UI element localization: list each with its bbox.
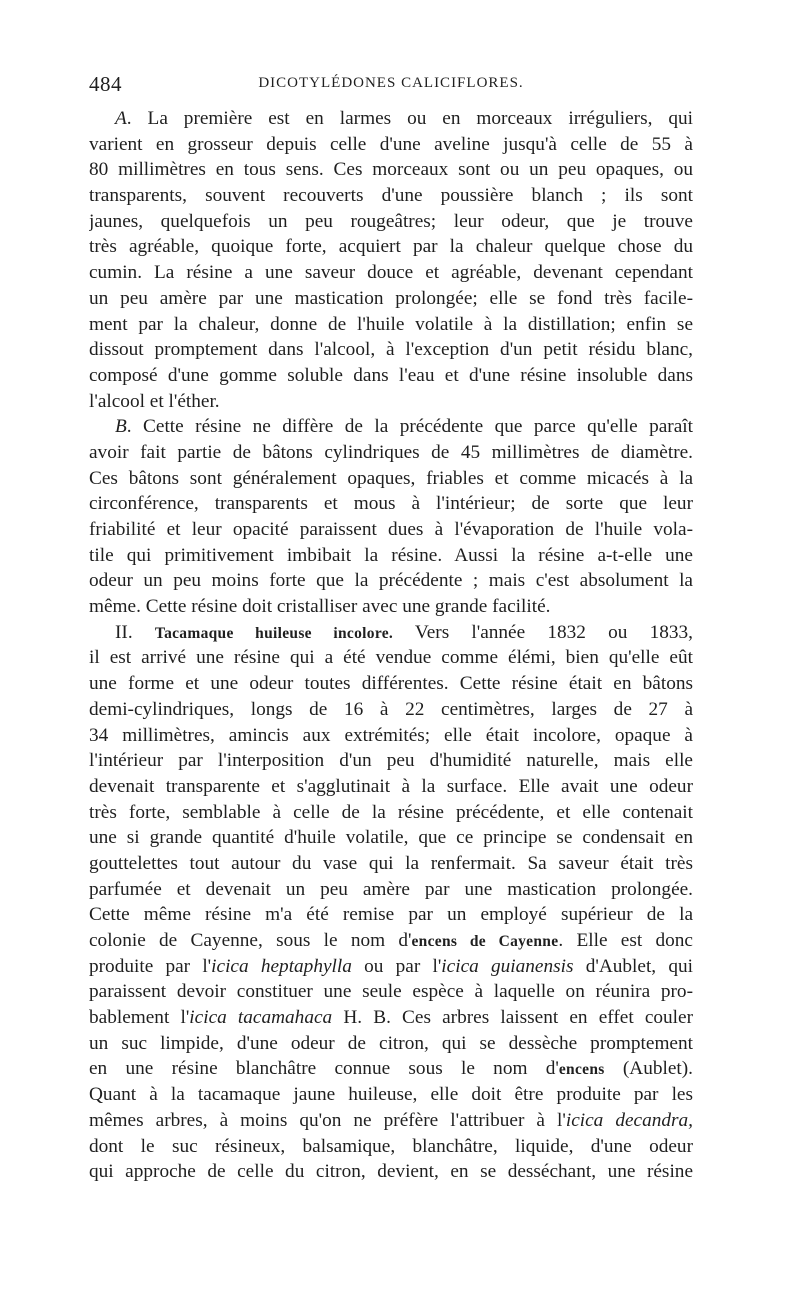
text-line (89, 774, 693, 800)
text-run: H. B. Ces arbres laissent en effet couler (332, 1007, 693, 1029)
text-line (89, 1005, 693, 1031)
text-run: Ces bâtons sont généralement opaques, friables et comme micacés à la (89, 467, 693, 489)
text-run: cumin. La résine a une saveur douce et agréable, devenant cependant (89, 262, 693, 284)
text-line (89, 800, 693, 826)
text-line (89, 671, 693, 697)
italic-text: icica heptaphylla (211, 955, 352, 977)
text-run: parfumée et devenait un peu amère par une mastication prolongée. (89, 878, 693, 900)
text-run: qui approche de celle du citron, devient, en se desséchant, une résine (89, 1161, 693, 1183)
text-line (89, 337, 693, 363)
running-head: DICOTYLÉDONES CALICIFLORES. (258, 75, 524, 91)
text-run: 34 millimètres, amincis aux extrémités; elle était incolore, opaque à (89, 724, 693, 746)
text-run: en une résine blanchâtre connue sous le nom d' (89, 1058, 559, 1080)
text-run: II. (115, 621, 155, 643)
italic-text: A (115, 108, 127, 129)
text-line (89, 594, 693, 620)
text-line (89, 928, 693, 954)
text-line (89, 645, 693, 671)
text-line (89, 183, 693, 209)
text-line (89, 825, 693, 851)
text-run: composé d'une gomme soluble dans l'eau et d'une résine insoluble dans (89, 364, 693, 386)
text-run: Quant à la tacamaque jaune huileuse, elle doit être produite par les (89, 1084, 693, 1106)
text-line (89, 723, 693, 749)
text-run: colonie de Cayenne, sous le nom d' (89, 930, 412, 951)
text-run: un suc limpide, d'une odeur de citron, qui se dessèche promptement (89, 1032, 693, 1054)
text-run: . La première est en larmes ou en morceaux irréguliers, qui (126, 108, 693, 129)
italic-text: icica decandra, (565, 1109, 693, 1131)
text-run: une forme et une odeur toutes différentes. Cette résine était en bâtons (89, 673, 693, 695)
page-header (89, 72, 693, 106)
text-line (89, 748, 693, 774)
text-run: dont le suc résineux, balsamique, blanchâtre, liquide, d'une odeur (89, 1135, 693, 1157)
text-line (89, 440, 693, 466)
text-run: varient en grosseur depuis celle d'une aveline jusqu'à celle de 55 à (89, 133, 693, 155)
text-line (89, 1108, 693, 1134)
text-line (89, 1031, 693, 1057)
text-run: bablement l' (89, 1007, 190, 1029)
text-run: paraissent devoir constituer une seule espèce à laquelle on réunira pro- (89, 981, 693, 1003)
text-line (89, 620, 693, 646)
text-line (89, 517, 693, 543)
book-page (89, 72, 693, 1185)
text-run: (Aublet). (604, 1058, 693, 1080)
text-run: il est arrivé une résine qui a été vendue comme élémi, bien qu'elle eût (89, 647, 693, 669)
text-run: circonférence, transparents et mous à l'intérieur; de sorte que leur (89, 493, 693, 515)
text-run: même. Cette résine doit cristalliser avec une grande facilité. (89, 596, 551, 618)
text-run: demi-cylindriques, longs de 16 à 22 centimètres, larges de 27 à (89, 698, 693, 720)
text-run: ment par la chaleur, donne de l'huile volatile à la distillation; enfin se (89, 313, 693, 335)
text-line (89, 979, 693, 1005)
text-run: gouttelettes tout autour du vase qui la renfermait. Sa saveur était très (89, 852, 693, 874)
text-run: transparents, souvent recouverts d'une poussière blanch ; ils sont (89, 185, 693, 207)
text-line (89, 877, 693, 903)
text-run: produite par l' (89, 955, 212, 977)
text-run: ou par l' (351, 955, 442, 977)
italic-text: icica guianensis (441, 955, 574, 977)
text-run: une si grande quantité d'huile volatile, que ce principe se condensait en (89, 827, 693, 849)
italic-text: B (115, 416, 127, 438)
text-run: devenait transparente et s'agglutinait à la surface. Elle avait une odeur (89, 775, 693, 797)
text-run: jaunes, quelquefois un peu rougeâtres; leur odeur, que je trouve (89, 210, 693, 232)
text-line (89, 389, 693, 415)
text-run: friabilité et leur opacité paraissent dues à l'évaporation de l'huile vola- (89, 519, 693, 540)
text-line (89, 132, 693, 158)
text-run: très agréable, quoique forte, acquiert par la chaleur quelque chose du (89, 236, 693, 258)
text-run: Cette même résine m'a été remise par un employé supérieur de la (89, 904, 693, 926)
small-caps-term: encens de Cayenne (411, 933, 559, 950)
body-text (89, 106, 693, 1185)
text-line (89, 851, 693, 877)
text-run: tile qui primitivement imbibait la résine. Aussi la résine a-t-elle une (89, 544, 693, 566)
page-number: 484 (89, 72, 122, 96)
text-line (89, 234, 693, 260)
text-run: un peu amère par une mastication prolongée; elle se fond très facile- (89, 287, 693, 309)
text-run: mêmes arbres, à moins qu'on ne préfère l'attribuer à l' (89, 1109, 566, 1131)
text-line (89, 697, 693, 723)
text-line (89, 1056, 693, 1082)
text-line (89, 1134, 693, 1160)
text-line (89, 491, 693, 517)
italic-text: icica tacamahaca (189, 1007, 333, 1029)
text-run: très forte, semblable à celle de la résine précédente, et elle contenait (89, 801, 693, 823)
text-run: . Cette résine ne diffère de la précédente que parce qu'elle paraît (126, 416, 693, 438)
text-line (89, 1082, 693, 1108)
text-line (89, 363, 693, 389)
text-run: l'intérieur par l'interposition d'un peu d'humidité naturelle, mais elle (89, 750, 693, 772)
text-line (89, 902, 693, 928)
text-run: l'alcool et l'éther. (89, 390, 220, 412)
text-run: avoir fait partie de bâtons cylindriques de 45 millimètres de diamètre. (89, 441, 693, 463)
small-caps-term: Tacamaque huileuse incolore. (154, 624, 394, 642)
text-line (89, 568, 693, 594)
text-line (89, 466, 693, 492)
text-run: . Elle est donc (558, 930, 693, 951)
text-line (89, 209, 693, 235)
text-line (89, 106, 693, 132)
text-run: dissout promptement dans l'alcool, à l'exception d'un petit résidu blanc, (89, 339, 693, 361)
text-run: odeur un peu moins forte que la précédente ; mais c'est absolument la (89, 570, 693, 592)
text-line (89, 286, 693, 312)
text-run: 80 millimètres en tous sens. Ces morceaux sont ou un peu opaques, ou (89, 159, 693, 181)
text-run: Vers l'année 1832 ou 1833, (393, 621, 693, 643)
small-caps-term: encens (558, 1061, 605, 1079)
text-line (89, 157, 693, 183)
text-line (89, 543, 693, 569)
text-line (89, 1159, 693, 1185)
text-line (89, 954, 693, 980)
text-line (89, 312, 693, 338)
text-line (89, 414, 693, 440)
text-line (89, 260, 693, 286)
text-run: d'Aublet, qui (573, 955, 693, 977)
